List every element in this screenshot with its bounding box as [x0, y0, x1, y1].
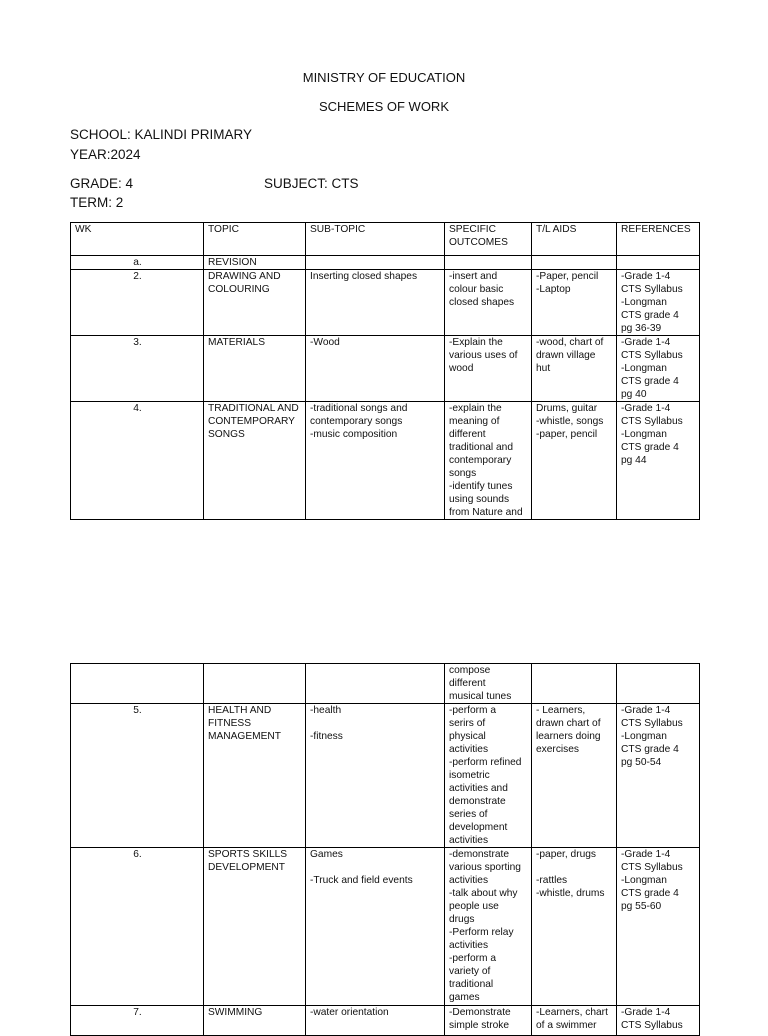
topic-cell: MATERIALS	[204, 336, 306, 402]
topic-cell: DRAWING AND COLOURING	[204, 270, 306, 336]
scheme-table-page-2	[70, 663, 700, 1036]
table-row	[71, 704, 700, 848]
scheme-table-page-1	[70, 222, 700, 520]
sub-topic-cell: -health -fitness	[306, 704, 445, 848]
sub-topic-cell: -Wood	[306, 336, 445, 402]
sub-topic-cell: Inserting closed shapes	[306, 270, 445, 336]
outcomes-cell: -demonstrate various sporting activities -talk about why people use drugs -Perform relay activities -perform a variety of traditional games	[445, 848, 532, 1006]
sub-topic-cell: -traditional songs and contemporary songs -music composition	[306, 402, 445, 520]
table-row	[71, 256, 700, 270]
references-cell: -Grade 1-4 CTS Syllabus	[617, 1006, 700, 1036]
outcomes-cell: -perform a serirs of physical activities -perform refined isometric activities and demonstrate series of development activities	[445, 704, 532, 848]
week-cell: 3.	[71, 336, 204, 402]
week-cell: a.	[71, 256, 204, 270]
aids-cell	[532, 256, 617, 270]
aids-cell	[532, 664, 617, 704]
week-cell: 6.	[71, 848, 204, 1006]
column-header-specific-outcomes: SPECIFIC OUTCOMES	[445, 223, 532, 256]
week-cell: 4.	[71, 402, 204, 520]
references-cell: -Grade 1-4 CTS Syllabus -Longman CTS grade 4 pg 55-60	[617, 848, 700, 1006]
topic-cell: REVISION	[204, 256, 306, 270]
topic-cell: SPORTS SKILLS DEVELOPMENT	[204, 848, 306, 1006]
document-title: SCHEMES OF WORK	[318, 99, 449, 114]
sub-topic-cell	[306, 664, 445, 704]
references-cell: -Grade 1-4 CTS Syllabus -Longman CTS grade 4 pg 40	[617, 336, 700, 402]
outcomes-cell: -explain the meaning of different traditional and contemporary songs -identify tunes using sounds from Nature and	[445, 402, 532, 520]
table-row	[71, 336, 700, 402]
aids-cell: - Learners, drawn chart of learners doing exercises	[532, 704, 617, 848]
table-row	[71, 848, 700, 1006]
ministry-heading: MINISTRY OF EDUCATION	[302, 70, 466, 85]
grade-label: GRADE: 4	[70, 176, 134, 191]
school-name: SCHOOL: KALINDI PRIMARY	[70, 127, 253, 142]
outcomes-cell: -Demonstrate simple stroke	[445, 1006, 532, 1036]
week-cell: 2.	[71, 270, 204, 336]
table-row	[71, 1006, 700, 1036]
outcomes-cell: -Explain the various uses of wood	[445, 336, 532, 402]
topic-cell	[204, 664, 306, 704]
table-row	[71, 270, 700, 336]
topic-cell: SWIMMING	[204, 1006, 306, 1036]
week-cell	[71, 664, 204, 704]
outcomes-cell: compose different musical tunes	[445, 664, 532, 704]
aids-cell: -paper, drugs -rattles -whistle, drums	[532, 848, 617, 1006]
outcomes-cell	[445, 256, 532, 270]
aids-cell: Drums, guitar -whistle, songs -paper, pencil	[532, 402, 617, 520]
sub-topic-cell	[306, 256, 445, 270]
sub-topic-cell: Games -Truck and field events	[306, 848, 445, 1006]
column-header-tl-aids: T/L AIDS	[532, 223, 617, 256]
references-cell: -Grade 1-4 CTS Syllabus -Longman CTS grade 4 pg 50-54	[617, 704, 700, 848]
topic-cell: HEALTH AND FITNESS MANAGEMENT	[204, 704, 306, 848]
aids-cell: -wood, chart of drawn village hut	[532, 336, 617, 402]
column-header-week: WK	[71, 223, 204, 256]
aids-cell: -Paper, pencil -Laptop	[532, 270, 617, 336]
sub-topic-cell: -water orientation	[306, 1006, 445, 1036]
table-row	[71, 402, 700, 520]
column-header-sub-topic: SUB-TOPIC	[306, 223, 445, 256]
table-header-row	[71, 223, 700, 256]
outcomes-cell: -insert and colour basic closed shapes	[445, 270, 532, 336]
references-cell: -Grade 1-4 CTS Syllabus -Longman CTS grade 4 pg 36-39	[617, 270, 700, 336]
references-cell: -Grade 1-4 CTS Syllabus -Longman CTS grade 4 pg 44	[617, 402, 700, 520]
column-header-references: REFERENCES	[617, 223, 700, 256]
aids-cell: -Learners, chart of a swimmer	[532, 1006, 617, 1036]
references-cell	[617, 256, 700, 270]
week-cell: 5.	[71, 704, 204, 848]
references-cell	[617, 664, 700, 704]
column-header-topic: TOPIC	[204, 223, 306, 256]
term-label: TERM: 2	[70, 195, 124, 210]
subject-label: SUBJECT: CTS	[264, 176, 359, 191]
week-cell: 7.	[71, 1006, 204, 1036]
year-label: YEAR:2024	[70, 147, 141, 162]
topic-cell: TRADITIONAL AND CONTEMPORARY SONGS	[204, 402, 306, 520]
table-row	[71, 664, 700, 704]
